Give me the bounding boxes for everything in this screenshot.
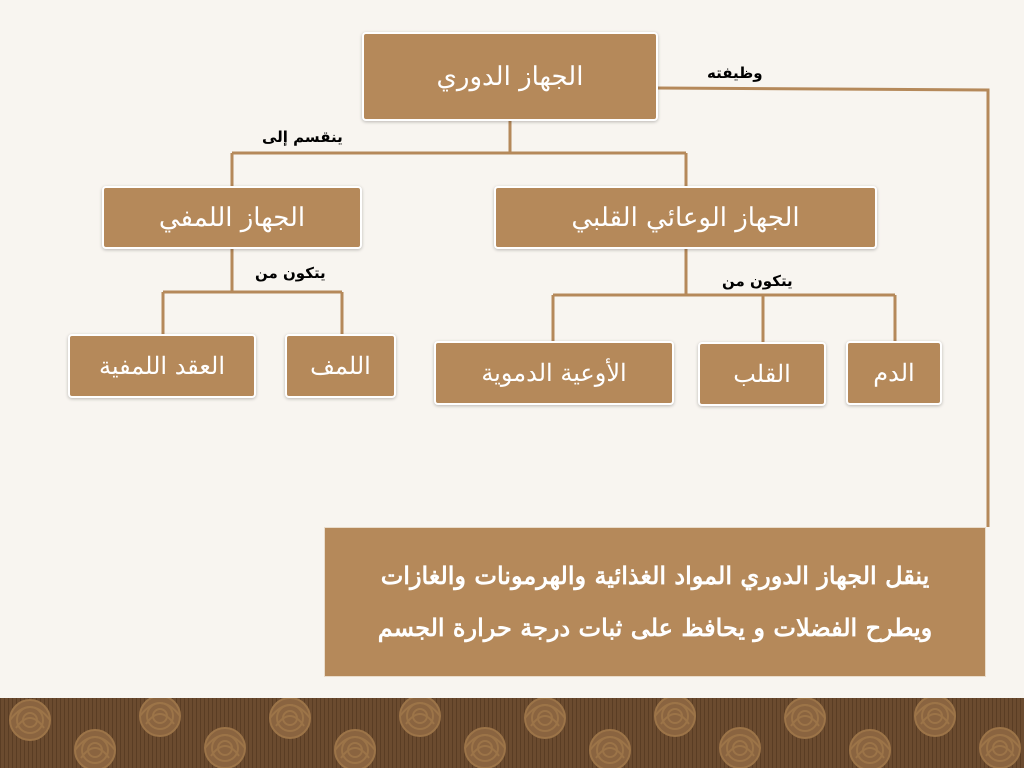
decorative-footer-band [0, 698, 1024, 768]
consists-label-cardio: يتكون من [722, 272, 793, 290]
node-lymph-label: اللمف [310, 352, 371, 380]
node-blood-label: الدم [873, 359, 915, 387]
node-blood-vessels-label: الأوعية الدموية [481, 359, 627, 387]
cardio-system-label: الجهاز الوعائي القلبي [571, 202, 800, 233]
description-line-2: ويطرح الفضلات و يحافظ على ثبات درجة حرارة الجسم [377, 613, 933, 642]
lymph-system-node [102, 186, 362, 249]
root-node-label: الجهاز الدوري [436, 61, 584, 92]
cardio-system-node [494, 186, 877, 249]
node-blood-vessels [434, 341, 674, 405]
node-lymph-nodes-label: العقد اللمفية [99, 352, 225, 380]
node-blood [846, 341, 942, 405]
node-heart-label: القلب [733, 360, 791, 388]
function-label: وظيفته [707, 64, 763, 82]
node-lymph-nodes [68, 334, 256, 398]
root-node [362, 32, 658, 121]
rose-pattern [0, 698, 1024, 768]
node-lymph [285, 334, 396, 398]
lymph-system-label: الجهاز اللمفي [158, 202, 306, 233]
description-line-1: ينقل الجهاز الدوري المواد الغذائية والهرمونات والغازات [380, 561, 930, 590]
node-heart [698, 342, 826, 406]
function-description [324, 527, 986, 677]
divides-label: ينقسم إلى [262, 128, 343, 146]
consists-label-lymph: يتكون من [255, 264, 326, 282]
